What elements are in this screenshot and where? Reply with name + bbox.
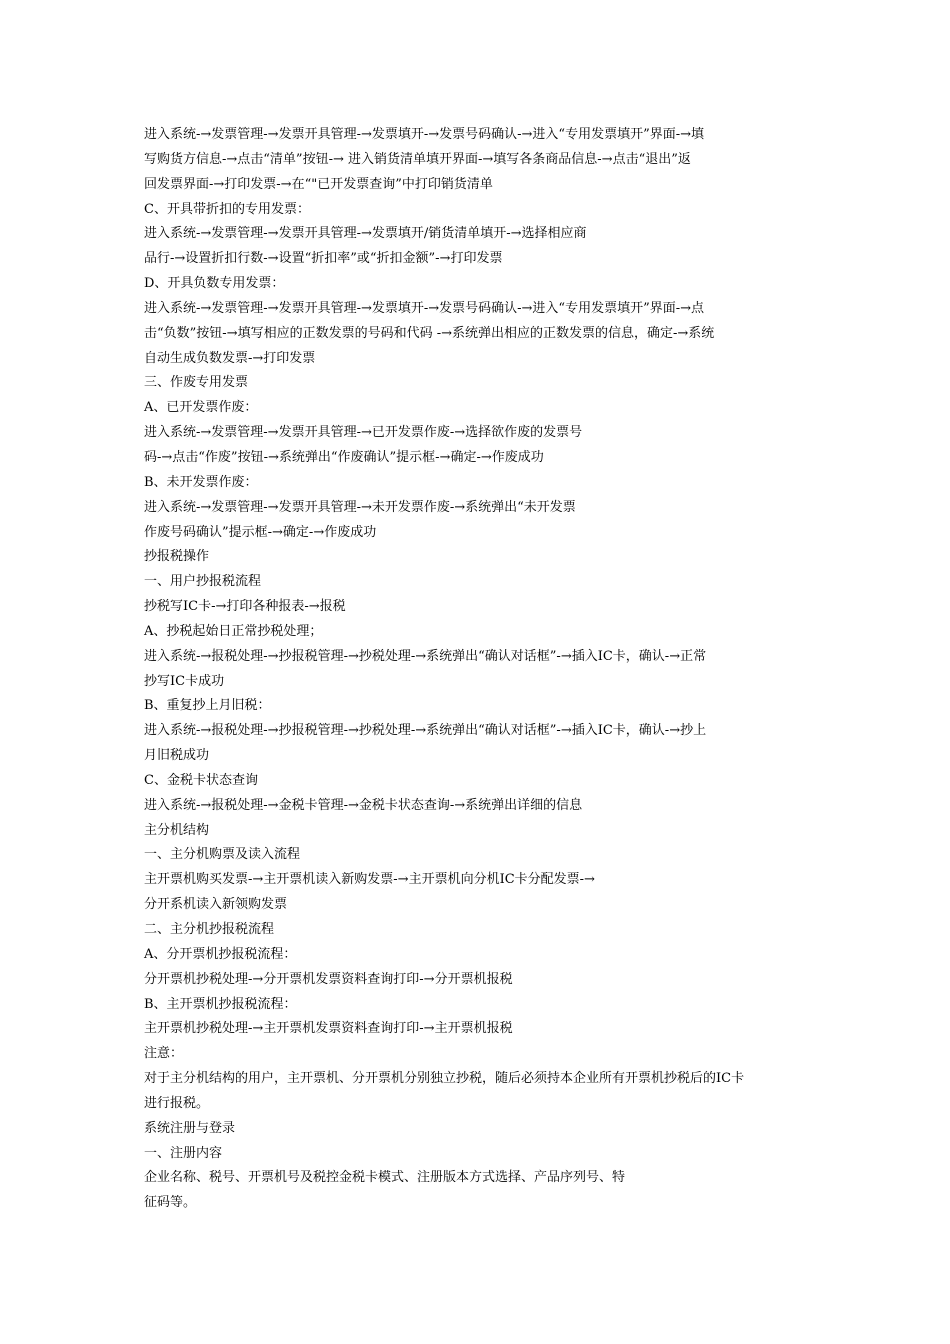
document-body — [144, 123, 814, 1216]
text-line: 分开票机抄税处理-→分开票机发票资料查询打印-→分开票机报税 — [144, 971, 513, 987]
text-line: 进入系统-→发票管理-→发票开具管理-→已开发票作废-→选择欲作废的发票号 — [144, 425, 583, 441]
text-line: 抄税写IC卡-→打印各种报表-→报税 — [144, 599, 346, 615]
text-line: 企业名称、税号、开票机号及税控金税卡模式、注册版本方式选择、产品序列号、特 — [144, 1170, 626, 1186]
text-line: 回发票界面-→打印发票-→在“"已开发票查询”中打印销货清单 — [144, 176, 493, 192]
text-line: 作废号码确认”提示框-→确定-→作废成功 — [144, 524, 377, 540]
section-heading: A、抄税起始日正常抄税处理； — [144, 623, 323, 639]
section-heading: 二、主分机抄报税流程 — [144, 922, 275, 937]
text-line: 进入系统-→报税处理-→抄报税管理-→抄税处理-→系统弹出“确认对话框”-→插入IC卡，确认-→正常 — [144, 648, 707, 664]
text-line: 品行-→设置折扣行数-→设置“折扣率”或“折扣金额”-→打印发票 — [144, 251, 503, 267]
text-line: 进入系统-→报税处理-→金税卡管理-→金税卡状态查询-→系统弹出详细的信息 — [144, 797, 583, 813]
section-heading: C、开具带折扣的专用发票： — [144, 201, 310, 217]
text-line: 征码等。 — [144, 1195, 197, 1211]
text-line: 进入系统-→发票管理-→发票开具管理-→未开发票作废-→系统弹出“未开发票 — [144, 499, 576, 515]
text-line: 进入系统-→发票管理-→发票开具管理-→发票填开/销货清单填开-→选择相应商 — [144, 226, 587, 242]
text-line: 自动生成负数发票-→打印发票 — [144, 350, 316, 366]
text-line: 码-→点击“作废”按钮-→系统弹出“作废确认”提示框-→确定-→作废成功 — [144, 449, 544, 465]
section-heading: 三、作废专用发票 — [144, 375, 249, 391]
section-heading: B、主开票机抄报税流程： — [144, 996, 297, 1012]
section-heading: 一、主分机购票及读入流程 — [144, 847, 301, 863]
section-heading: 一、用户抄报税流程 — [144, 574, 262, 590]
note-heading: 注意： — [144, 1046, 184, 1062]
text-line: 抄写IC卡成功 — [144, 673, 225, 689]
section-heading: B、未开发票作废： — [144, 474, 258, 490]
text-line: 主开票机购买发票-→主开票机读入新购发票-→主开票机向分机IC卡分配发票-→ — [144, 872, 595, 888]
section-heading: C、金税卡状态查询 — [144, 772, 258, 788]
chapter-heading: 系统注册与登录 — [144, 1120, 236, 1136]
text-line: 进入系统-→发票管理-→发票开具管理-→发票填开-→发票号码确认-→进入“专用发票填开”界面-→填 — [144, 127, 705, 142]
section-heading: A、已开发票作废： — [144, 400, 258, 416]
text-line: 主开票机抄税处理-→主开票机发票资料查询打印-→主开票机报税 — [144, 1021, 513, 1037]
section-heading: A、分开票机抄报税流程： — [144, 946, 297, 962]
text-line: 分开系机读入新领购发票 — [144, 897, 288, 913]
chapter-heading: 抄报税操作 — [144, 549, 210, 565]
text-line: 写购货方信息-→点击“清单”按钮-→ 进入销货清单填开界面-→填写各条商品信息-→点击“退出”返 — [144, 151, 691, 167]
text-line: 进行报税。 — [144, 1095, 210, 1111]
text-line: 对于主分机结构的用户，主开票机、分开票机分别独立抄税，随后必须持本企业所有开票机抄税后的IC卡 — [144, 1071, 745, 1087]
section-heading: D、开具负数专用发票： — [144, 276, 285, 292]
text-line: 进入系统-→报税处理-→抄报税管理-→抄税处理-→系统弹出“确认对话框”-→插入IC卡，确认-→抄上 — [144, 723, 707, 739]
text-line: 进入系统-→发票管理-→发票开具管理-→发票填开-→发票号码确认-→进入“专用发票填开”界面-→点 — [144, 300, 705, 316]
section-heading: B、重复抄上月旧税： — [144, 698, 271, 714]
section-heading: 一、注册内容 — [144, 1145, 223, 1161]
text-line: 月旧税成功 — [144, 748, 210, 764]
text-line: 击“负数”按钮-→填写相应的正数发票的号码和代码 -→系统弹出相应的正数发票的信息，确定-→系统 — [144, 325, 715, 341]
chapter-heading: 主分机结构 — [144, 822, 210, 838]
